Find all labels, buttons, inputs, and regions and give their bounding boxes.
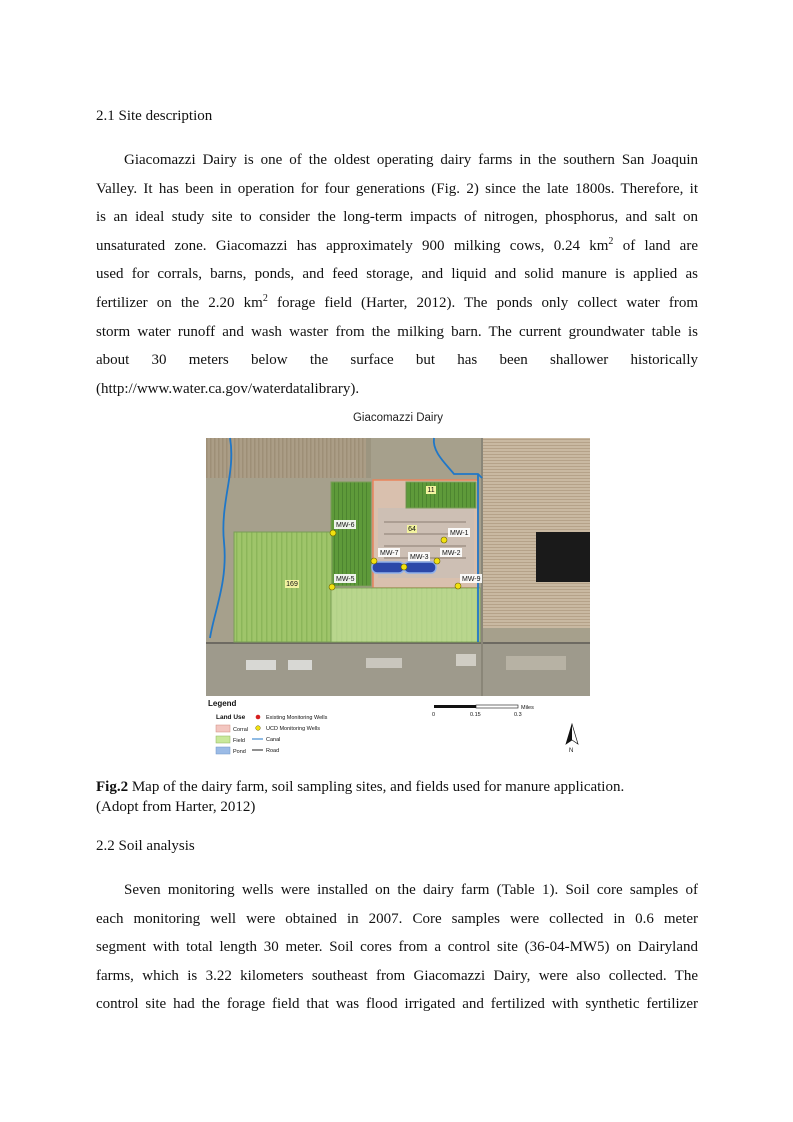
ucd-well-symbol [256, 726, 261, 731]
paragraph-line: storm water runoff and wash waster from the milking barn. The current groundwater table is [96, 323, 698, 340]
svg-text:MW-6: MW-6 [336, 522, 355, 529]
section-heading-soil-analysis: 2.2 Soil analysis [96, 838, 195, 854]
svg-text:MW-9: MW-9 [462, 576, 481, 583]
legend-item-corral: Corral [233, 727, 248, 733]
field-label-169: 169 [286, 581, 298, 588]
paragraph-line: unsaturated zone. Giacomazzi has approximately 900 milking cows, 0.24 km [96, 237, 609, 254]
paragraph-line: Giacomazzi Dairy is one of the oldest operating dairy farms in the southern San Joaquin [124, 152, 698, 168]
paragraph-line: each monitoring well were obtained in 2007. Core samples were collected in 0.6 meter [96, 910, 698, 927]
legend-item-pond: Pond [233, 749, 246, 755]
svg-text:MW-3: MW-3 [410, 554, 429, 561]
paragraph-line: segment with total length 30 meter. Soil cores from a control site (36-04-MW5) on Dairyland [96, 939, 698, 956]
paragraph-line: farms, which is 3.22 kilometers southeast from Giacomazzi Dairy, were also collected. The [96, 967, 698, 984]
field-label-64: 64 [408, 526, 416, 533]
paragraph-line: is an ideal study site to consider the long-term impacts of nitrogen, phosphorus, and salt on [96, 209, 698, 226]
paragraph-line: Valley. It has been in operation for four generations (Fig. 2) since the late 1800s. Therefore, it [96, 180, 698, 197]
paragraph-line: Seven monitoring wells were installed on the dairy farm (Table 1). Soil core samples of [124, 882, 698, 898]
scale-bar [432, 705, 534, 718]
caption-text: Map of the dairy farm, soil sampling sites, and fields used for manure application. [128, 779, 625, 795]
paragraph-line: control site had the forage field that was flood irrigated and fertilized with synthetic fertilizer [96, 996, 698, 1013]
legend-land-use: Land Use [216, 714, 246, 721]
figure-label: Fig.2 [96, 779, 129, 795]
legend-road: Road [266, 748, 280, 754]
legend-title: Legend [208, 699, 237, 708]
caption-source: (Adopt from Harter, 2012) [96, 799, 256, 815]
figure-map [206, 412, 590, 762]
figure-title: Giacomazzi Dairy [352, 412, 444, 424]
scale-tick: 0.15 [470, 712, 481, 718]
legend-item-field: Field [233, 738, 245, 744]
legend-existing-wells: Existing Monitoring Wells [266, 715, 328, 721]
svg-text:MW-5: MW-5 [336, 576, 355, 583]
legend-swatch-corral [216, 725, 230, 732]
svg-text:MW-7: MW-7 [380, 550, 399, 557]
superscript: 2 [608, 235, 614, 247]
paragraph-line: forage field (Harter, 2012). The ponds only collect water from [267, 294, 698, 311]
north-label: N [569, 748, 574, 754]
paragraph-line: about 30 meters below the surface but has been shallower historically [96, 352, 698, 369]
field-label-11: 11 [427, 487, 435, 494]
paragraph-line: used for corrals, barns, ponds, and feed storage, and liquid and solid manure is applied as [96, 266, 698, 283]
paragraph-line: of land are [613, 237, 698, 254]
legend-swatch-pond [216, 747, 230, 754]
legend-ucd-wells: UCD Monitoring Wells [266, 726, 320, 732]
paragraph-line: (http://www.water.ca.gov/waterdatalibrary). [96, 380, 360, 397]
section-heading-site-description: 2.1 Site description [96, 108, 213, 124]
map-svg [206, 412, 590, 762]
figure-caption [96, 777, 716, 817]
existing-well-symbol [256, 715, 261, 720]
scale-tick: 0.3 [514, 712, 522, 718]
scale-tick: 0 [432, 712, 436, 718]
legend-swatch-field [216, 736, 230, 743]
soil-analysis-paragraph [96, 876, 698, 1019]
svg-text:MW-1: MW-1 [450, 530, 469, 537]
scale-unit: Miles [521, 705, 534, 711]
superscript: 2 [262, 292, 268, 304]
svg-text:MW-2: MW-2 [442, 550, 461, 557]
north-arrow-icon [566, 724, 578, 754]
site-description-paragraph [96, 146, 698, 403]
legend-canal: Canal [266, 737, 281, 743]
paragraph-line: fertilizer on the 2.20 km [96, 294, 263, 311]
map-legend [208, 699, 328, 755]
